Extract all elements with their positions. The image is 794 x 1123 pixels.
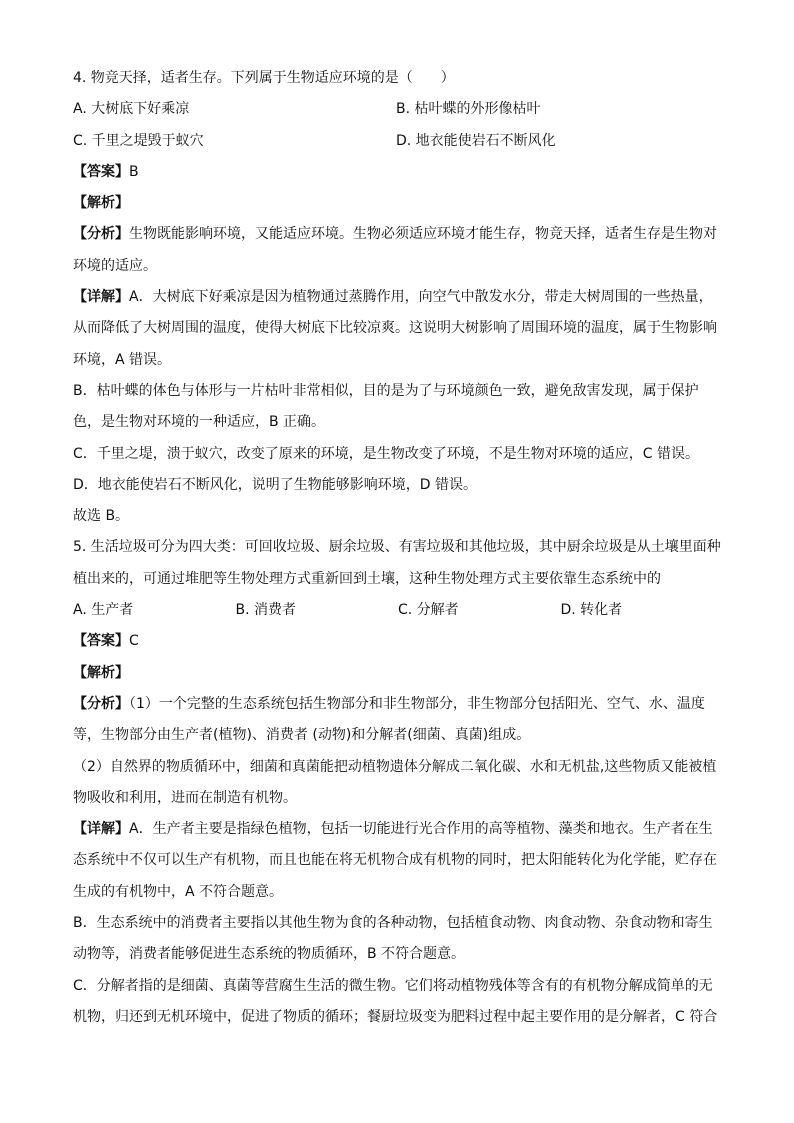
question-4-fenxi-line: 环境的适应。: [73, 257, 157, 274]
question-4-options-row-2: [73, 126, 723, 157]
question-5-xiangjie-line: [73, 814, 723, 845]
question-5-xiangjie-line: 态系统中不仅可以生产有机物，而且也能在将无机物合成有机物的同时，把太阳能转化为化学能，贮存在: [73, 852, 717, 869]
question-4-xiangjie-line: [73, 282, 723, 313]
question-4-options-row-1: [73, 94, 723, 125]
answer-value: C: [129, 633, 139, 650]
question-5-option-d: D. 转化者: [560, 602, 623, 619]
question-4-xiangjie-line: 色，是生物对环境的一种适应，B 正确。: [73, 414, 326, 431]
question-4-fenxi-line: [73, 219, 723, 250]
answer-label: 【答案】: [73, 163, 129, 180]
answer-value: B: [129, 163, 139, 180]
question-5-xiangjie-line: B．生态系统中的消费者主要指以其他生物为食的各种动物，包括植食动物、肉食动物、杂食动物和寄生: [73, 915, 713, 932]
question-4-xiangjie-line: C．千里之堤，溃于蚁穴，改变了原来的环境，是生物改变了环境，不是生物对环境的适应，C 错误。: [73, 445, 699, 462]
question-4-option-b: B. 枯叶蝶的外形像枯叶: [396, 101, 541, 118]
question-5-fenxi-line: （2）自然界的物质循环中，细菌和真菌能把动植物遗体分解成二氧化碳、水和无机盐,这些物质又能被植: [73, 758, 717, 775]
question-4-option-c: C. 千里之堤毁于蚁穴: [73, 132, 204, 149]
question-5-options-row: [73, 595, 723, 626]
xiangjie-label: 【详解】: [73, 289, 129, 306]
answer-label: 【答案】: [73, 633, 129, 650]
analysis-label: 【解析】: [73, 195, 129, 212]
question-4-xiangjie-line: D．地衣能使岩石不断风化，说明了生物能够影响环境，D 错误。: [73, 476, 478, 493]
question-4-option-d: D. 地衣能使岩石不断风化: [396, 132, 556, 149]
question-4-option-a: A. 大树底下好乘凉: [73, 101, 190, 118]
question-5-fenxi-line: [73, 689, 723, 720]
question-4-answer: [73, 157, 723, 188]
question-4-xiangjie-line: 环境，A 错误。: [73, 351, 172, 368]
question-5-xiangjie-line: 动物等，消费者能够促进生态系统的物质循环，B 不符合题意。: [73, 946, 466, 963]
question-5-xiangjie-line: 机物，归还到无机环境中，促进了物质的循环；餐厨垃圾变为肥料过程中起主要作用的是分解者，C 符合: [73, 1008, 718, 1025]
question-5-analysis-heading: [73, 658, 723, 689]
question-4-conclusion: 故选 B。: [73, 508, 130, 525]
question-5-fenxi-line: 物吸收和利用，进而在制造有机物。: [73, 789, 297, 806]
xiangjie-label: 【详解】: [73, 821, 129, 838]
question-5-option-b: B. 消费者: [235, 602, 297, 619]
question-4-xiangjie-line: 从而降低了大树周围的温度，使得大树底下比较凉爽。这说明大树影响了周围环境的温度，属于生物影响: [73, 320, 717, 337]
question-5-stem: 植出来的，可通过堆肥等生物处理方式重新回到土壤，这种生物处理方式主要依靠生态系统中的: [73, 570, 661, 587]
question-5-answer: [73, 626, 723, 657]
document-page: [73, 63, 723, 1033]
question-5-xiangjie-line: C．分解者指的是细菌、真菌等营腐生生活的微生物。它们将动植物残体等含有的有机物分解成简单的无: [73, 977, 713, 994]
fenxi-text: （1）一个完整的生态系统包括生物部分和非生物部分，非生物部分包括阳光、空气、水、温度: [129, 695, 705, 712]
question-4-xiangjie-line: B．枯叶蝶的体色与体形与一片枯叶非常相似，目的是为了与环境颜色一致，避免敌害发现，属于保护: [73, 382, 699, 399]
question-5-option-c: C. 分解者: [398, 602, 459, 619]
xiangjie-text: A．生产者主要是指绿色植物，包括一切能进行光合作用的高等植物、藻类和地衣。生产者在生: [129, 821, 713, 838]
fenxi-label: 【分析】: [73, 226, 129, 243]
question-5-xiangjie-line: 生成的有机物中，A 不符合题意。: [73, 883, 284, 900]
fenxi-text: 生物既能影响环境，又能适应环境。生物必须适应环境才能生存，物竞天择，适者生存是生物对: [129, 226, 717, 243]
analysis-label: 【解析】: [73, 664, 129, 681]
question-5-fenxi-line: 等，生物部分由生产者(植物)、消费者 (动物)和分解者(细菌、真菌)组成。: [73, 727, 531, 744]
question-5-stem: 5. 生活垃圾可分为四大类：可回收垃圾、厨余垃圾、有害垃圾和其他垃圾，其中厨余垃圾是从土壤里面种: [73, 539, 721, 556]
xiangjie-text: A．大树底下好乘凉是因为植物通过蒸腾作用，向空气中散发水分，带走大树周围的一些热量，: [129, 289, 713, 306]
question-4-analysis-heading: [73, 188, 723, 219]
fenxi-label: 【分析】: [73, 695, 129, 712]
question-5-option-a: A. 生产者: [73, 602, 134, 619]
question-4-stem: 4. 物竞天择，适者生存。下列属于生物适应环境的是（ ）: [73, 70, 455, 86]
